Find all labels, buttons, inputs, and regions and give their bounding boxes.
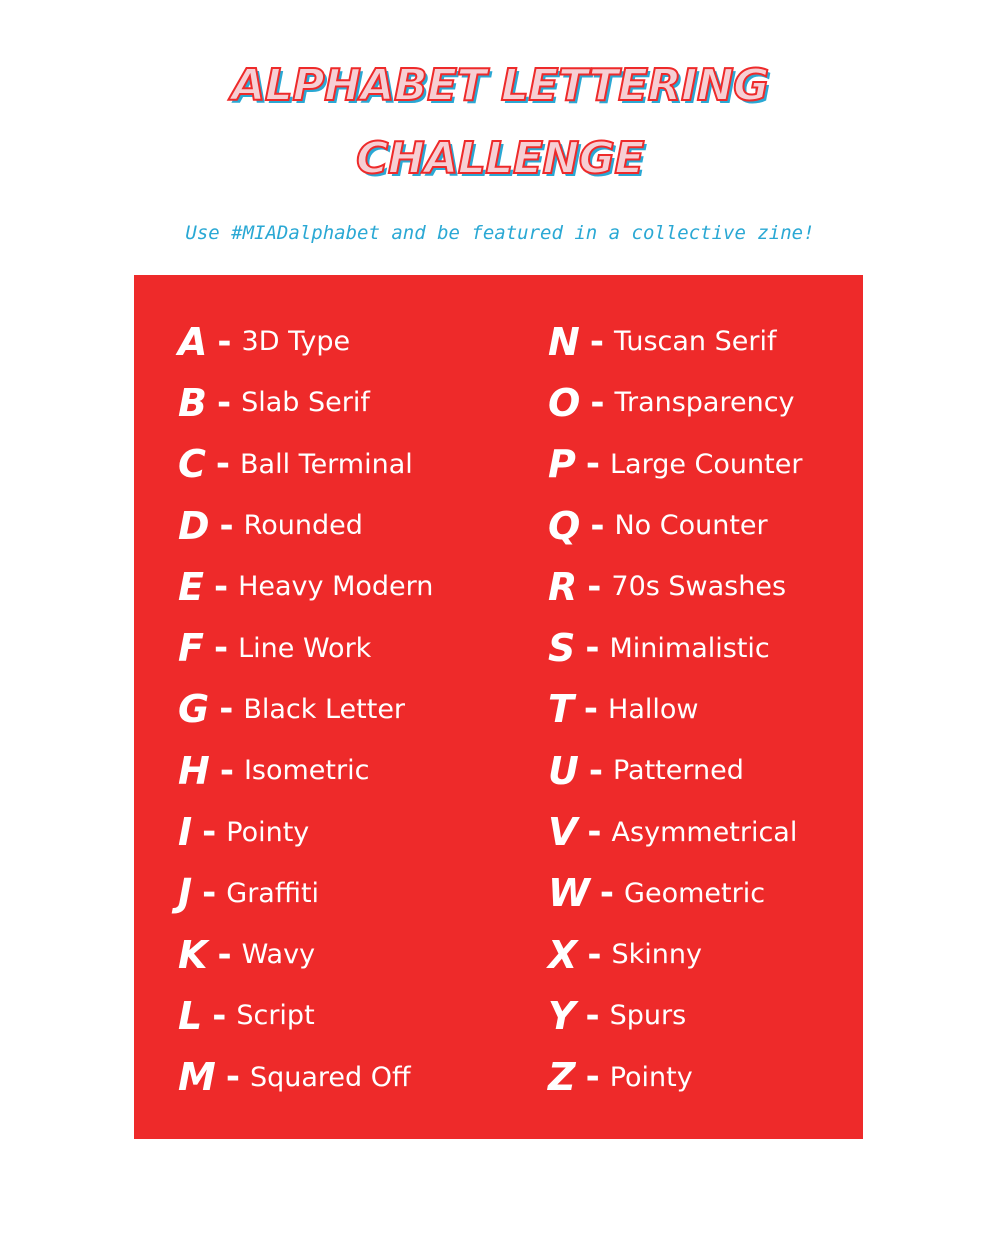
item-letter: P [548,442,576,487]
item-letter: M [178,1055,216,1100]
item-letter: Q [548,503,581,548]
item-dash: - [215,444,231,485]
item-style: Black Letter [243,693,406,725]
list-item [178,740,433,801]
item-style: Pointy [226,816,310,848]
list-item [548,679,802,740]
item-style: Squared Off [249,1061,411,1093]
list-item [548,556,802,617]
item-dash: - [587,566,602,607]
list-item [548,924,802,985]
item-dash: - [219,750,234,791]
list-item [548,495,802,556]
item-letter: Y [548,993,576,1038]
item-dash: - [202,873,217,914]
item-letter: A [178,319,208,364]
right-column [548,311,802,1108]
item-letter: S [548,626,576,671]
item-style: Rounded [243,510,363,542]
item-letter: G [178,687,210,732]
list-item [178,495,433,556]
list-item [178,863,433,924]
item-letter: E [178,564,204,609]
list-item [178,556,433,617]
list-item [548,740,802,801]
item-style: Tuscan Serif [613,326,777,358]
item-style: Asymmetrical [611,816,798,848]
item-style: Spurs [609,1000,687,1032]
list-item [178,924,433,985]
item-style: 70s Swashes [611,571,787,603]
item-style: Script [236,1000,315,1032]
item-letter: Z [548,1055,576,1100]
list-item [178,434,433,495]
item-style: Geometric [624,877,766,909]
item-style: Isometric [243,755,370,787]
item-letter: R [548,564,578,609]
list-item [548,863,802,924]
item-letter: X [548,932,578,977]
item-dash: - [590,382,605,423]
item-dash: - [599,873,615,914]
list-item [178,372,433,433]
item-style: Heavy Modern [238,571,434,603]
item-style: Patterned [612,755,744,787]
item-dash: - [585,995,600,1036]
item-style: Skinny [611,939,702,971]
item-letter: J [178,871,193,916]
item-style: 3D Type [241,326,351,358]
subtitle: Use #MIADalphabet and be featured in a collective zine! [185,222,815,244]
item-letter: N [548,319,580,364]
list-item [548,311,802,372]
list-item [548,801,802,862]
item-dash: - [587,812,602,853]
item-letter: H [178,748,210,793]
item-dash: - [590,505,605,546]
item-letter: B [178,380,207,425]
item-letter: D [178,503,210,548]
list-item [178,1047,433,1108]
item-letter: C [178,442,206,487]
list-item [178,311,433,372]
item-style: Ball Terminal [240,448,413,480]
item-style: Large Counter [609,448,803,480]
item-style: Wavy [241,939,316,971]
item-style: Slab Serif [241,387,370,419]
item-dash: - [213,628,229,669]
item-dash: - [202,812,217,853]
list-item [548,434,802,495]
list-item [548,617,802,678]
item-dash: - [585,628,600,669]
item-letter: O [548,380,581,425]
item-letter: U [548,748,579,793]
item-dash: - [217,934,232,975]
item-letter: I [178,810,193,855]
item-style: Graffiti [226,877,320,909]
title-line-2: CHALLENGE [356,133,644,184]
item-dash: - [219,505,234,546]
item-letter: L [178,993,203,1038]
item-dash: - [219,689,234,730]
item-dash: - [225,1057,240,1098]
item-dash: - [588,750,603,791]
item-dash: - [217,321,232,362]
item-style: Transparency [614,387,795,419]
list-item [548,985,802,1046]
item-style: Pointy [609,1061,693,1093]
item-dash: - [213,566,229,607]
item-style: No Counter [614,510,768,542]
item-letter: T [548,687,574,732]
item-dash: - [212,995,227,1036]
item-dash: - [585,444,600,485]
left-column [178,311,433,1108]
item-style: Minimalistic [609,632,770,664]
list-item [178,985,433,1046]
item-dash: - [585,1057,600,1098]
item-style: Hallow [608,693,699,725]
list-item [548,372,802,433]
list-item [548,1047,802,1108]
item-dash: - [216,382,232,423]
alphabet-panel [134,275,863,1139]
item-letter: F [178,626,204,671]
item-dash: - [589,321,604,362]
item-dash: - [583,689,599,730]
item-letter: V [548,810,578,855]
item-dash: - [587,934,602,975]
title-line-1: ALPHABET LETTERING [231,60,769,111]
item-style: Line Work [238,632,372,664]
list-item [178,617,433,678]
item-letter: W [548,871,590,916]
item-letter: K [178,932,208,977]
list-item [178,801,433,862]
list-item [178,679,433,740]
